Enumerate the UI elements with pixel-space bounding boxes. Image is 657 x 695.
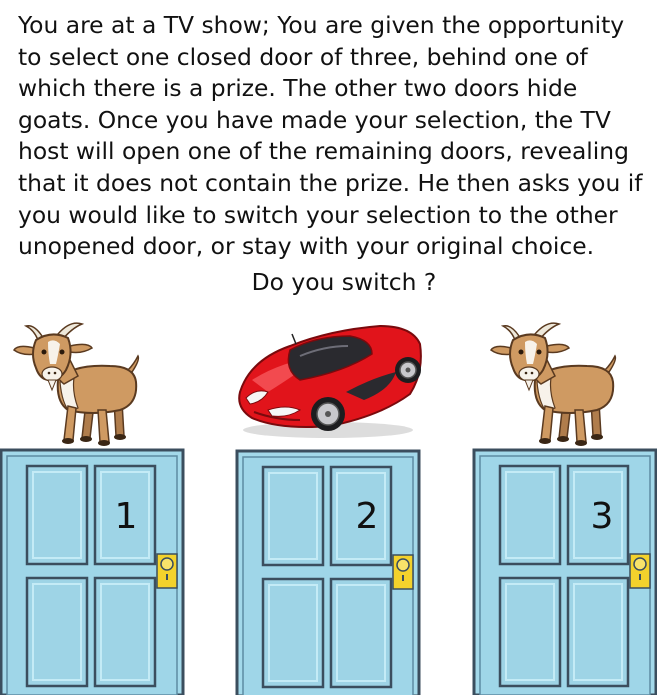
door-3[interactable] — [474, 450, 656, 695]
door-1[interactable] — [1, 450, 183, 695]
intro-text: You are at a TV show; You are given the opportunity to select one closed door of three, behind one of which there is a prize. The other two doors hide goats. Once you have made your selection, the TV host will open one of the remaining doors, revealing that it does not contain the prize. He then asks you if you would like to switch your selection to the other unopened door, or stay with your original choice. — [18, 11, 643, 261]
goat-icon — [14, 323, 138, 446]
door-2[interactable] — [237, 451, 419, 695]
car-icon — [239, 326, 421, 438]
door-number: 3 — [590, 496, 614, 537]
question-text: Do you switch ? — [251, 268, 437, 296]
goat-icon — [491, 323, 615, 446]
door-number: 2 — [355, 496, 379, 537]
door-number: 1 — [114, 496, 138, 537]
